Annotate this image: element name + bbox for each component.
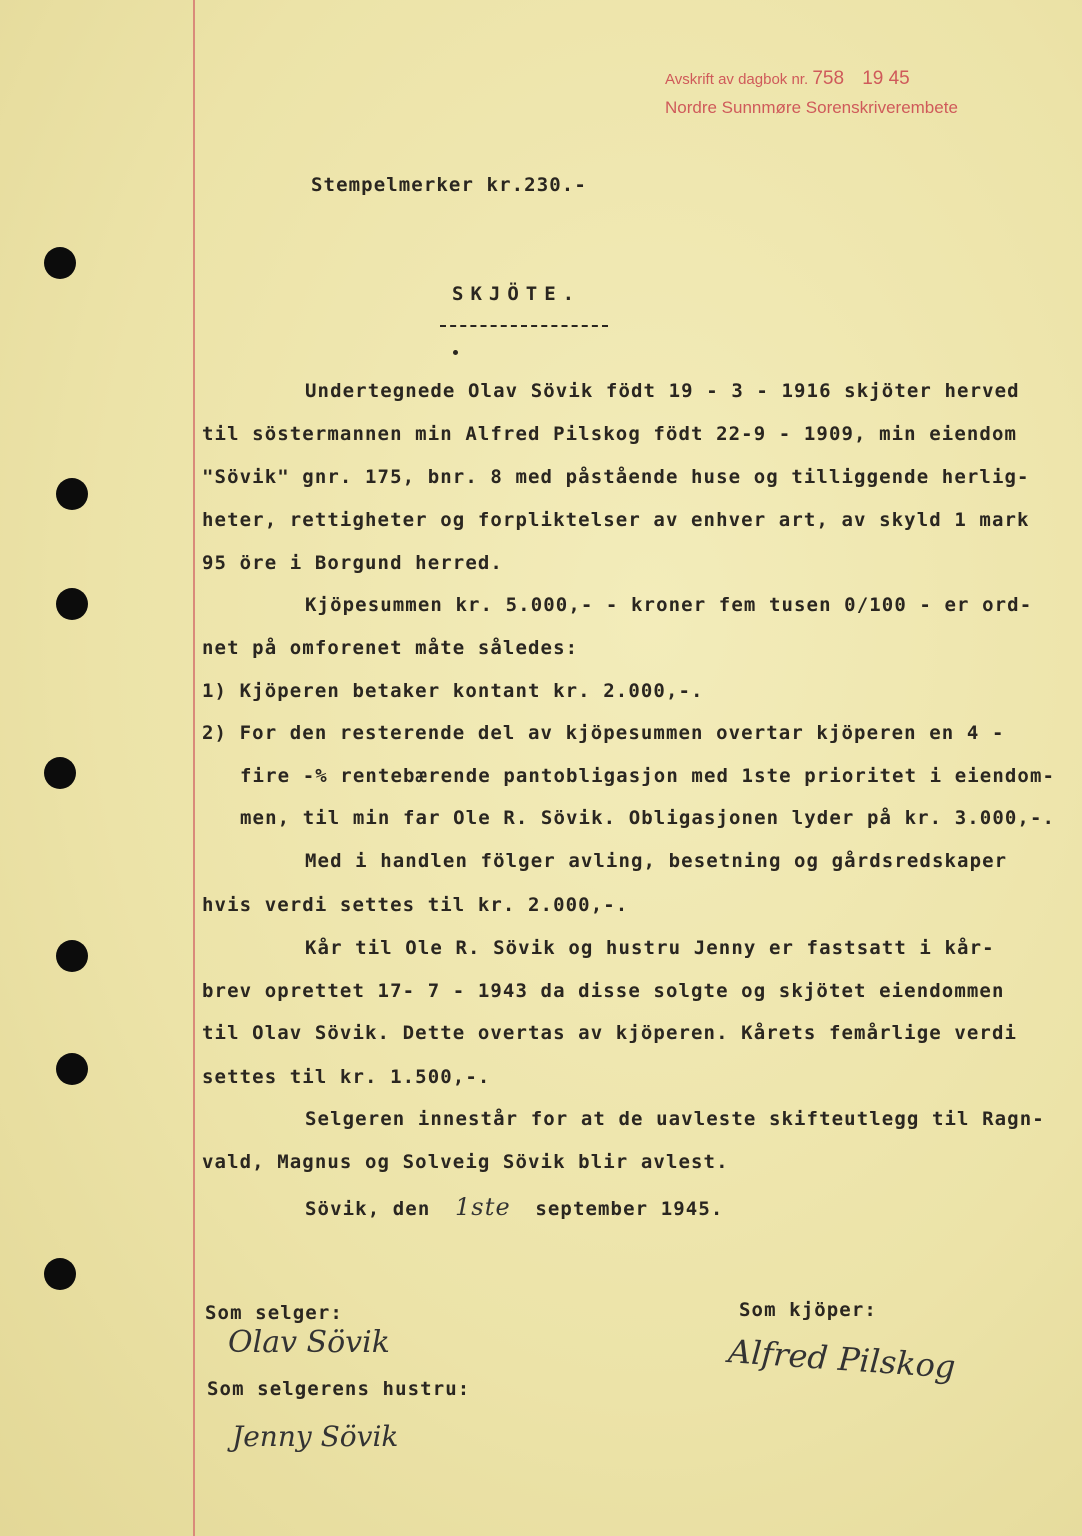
body-line: 2) For den resterende del av kjöpesummen overtar kjöperen en 4 - (202, 722, 1005, 744)
document-title: SKJÖTE. (452, 283, 582, 305)
punch-hole-icon (56, 940, 88, 972)
body-line: "Sövik" gnr. 175, bnr. 8 med påstående huse og tilliggende herlig- (202, 466, 1030, 488)
title-underline (440, 325, 608, 327)
body-line: vald, Magnus og Solveig Sövik blir avlest. (202, 1151, 729, 1173)
body-line: Kjöpesummen kr. 5.000,- - kroner fem tusen 0/100 - er ord- (305, 594, 1033, 616)
stamp-year: 19 45 (862, 68, 910, 89)
body-line: 95 öre i Borgund herred. (202, 552, 503, 574)
dateline (305, 1193, 723, 1221)
body-line: til söstermannen min Alfred Pilskog födt 22-9 - 1909, min eiendom (202, 423, 1018, 445)
punch-hole-icon (56, 478, 88, 510)
ink-dot (453, 350, 458, 355)
body-line: hvis verdi settes til kr. 2.000,-. (202, 894, 629, 916)
dateline-prefix: Sövik, den (305, 1198, 431, 1220)
margin-rule (193, 0, 195, 1536)
wife-signature: Jenny Sövik (232, 1420, 399, 1453)
punch-hole-icon (44, 757, 76, 789)
punch-hole-icon (56, 588, 88, 620)
body-line: men, til min far Ole R. Sövik. Obligasjonen lyder på kr. 3.000,-. (240, 807, 1056, 829)
body-line: til Olav Sövik. Dette overtas av kjöperen. Kårets femårlige verdi (202, 1022, 1018, 1044)
register-stamp (665, 68, 910, 90)
punch-hole-icon (44, 1258, 76, 1290)
body-line: Kår til Ole R. Sövik og hustru Jenny er fastsatt i kår- (305, 937, 995, 959)
buyer-label: Som kjöper: (739, 1299, 877, 1321)
dateline-day: 1ste (454, 1193, 511, 1221)
body-line: heter, rettigheter og forpliktelser av enhver art, av skyld 1 mark (202, 509, 1030, 531)
dateline-suffix: september 1945. (535, 1198, 724, 1220)
stamp-number: 758 (812, 68, 845, 89)
body-line: 1) Kjöperen betaker kontant kr. 2.000,-. (202, 680, 704, 702)
stamp-office: Nordre Sunnmøre Sorenskriverembete (665, 98, 958, 117)
seller-label: Som selger: (205, 1302, 343, 1324)
body-line: net på omforenet måte således: (202, 637, 579, 659)
body-line: Undertegnede Olav Sövik födt 19 - 3 - 1916 skjöter herved (305, 380, 1020, 402)
body-line: Selgeren innestår for at de uavleste skifteutlegg til Ragn- (305, 1108, 1045, 1130)
wife-label: Som selgerens hustru: (207, 1378, 471, 1400)
body-line: brev oprettet 17- 7 - 1943 da disse solgte og skjötet eiendommen (202, 980, 1005, 1002)
stamp-duty: Stempelmerker kr.230.- (311, 174, 587, 196)
seller-signature: Olav Sövik (228, 1325, 390, 1360)
body-line: settes til kr. 1.500,-. (202, 1066, 491, 1088)
punch-hole-icon (44, 247, 76, 279)
body-line: fire -% rentebærende pantobligasjon med 1ste prioritet i eiendom- (240, 765, 1056, 787)
buyer-signature: Alfred Pilskog (726, 1332, 957, 1386)
stamp-prefix: Avskrift av dagbok nr. (665, 71, 809, 88)
body-line: Med i handlen fölger avling, besetning og gårdsredskaper (305, 850, 1008, 872)
punch-hole-icon (56, 1053, 88, 1085)
